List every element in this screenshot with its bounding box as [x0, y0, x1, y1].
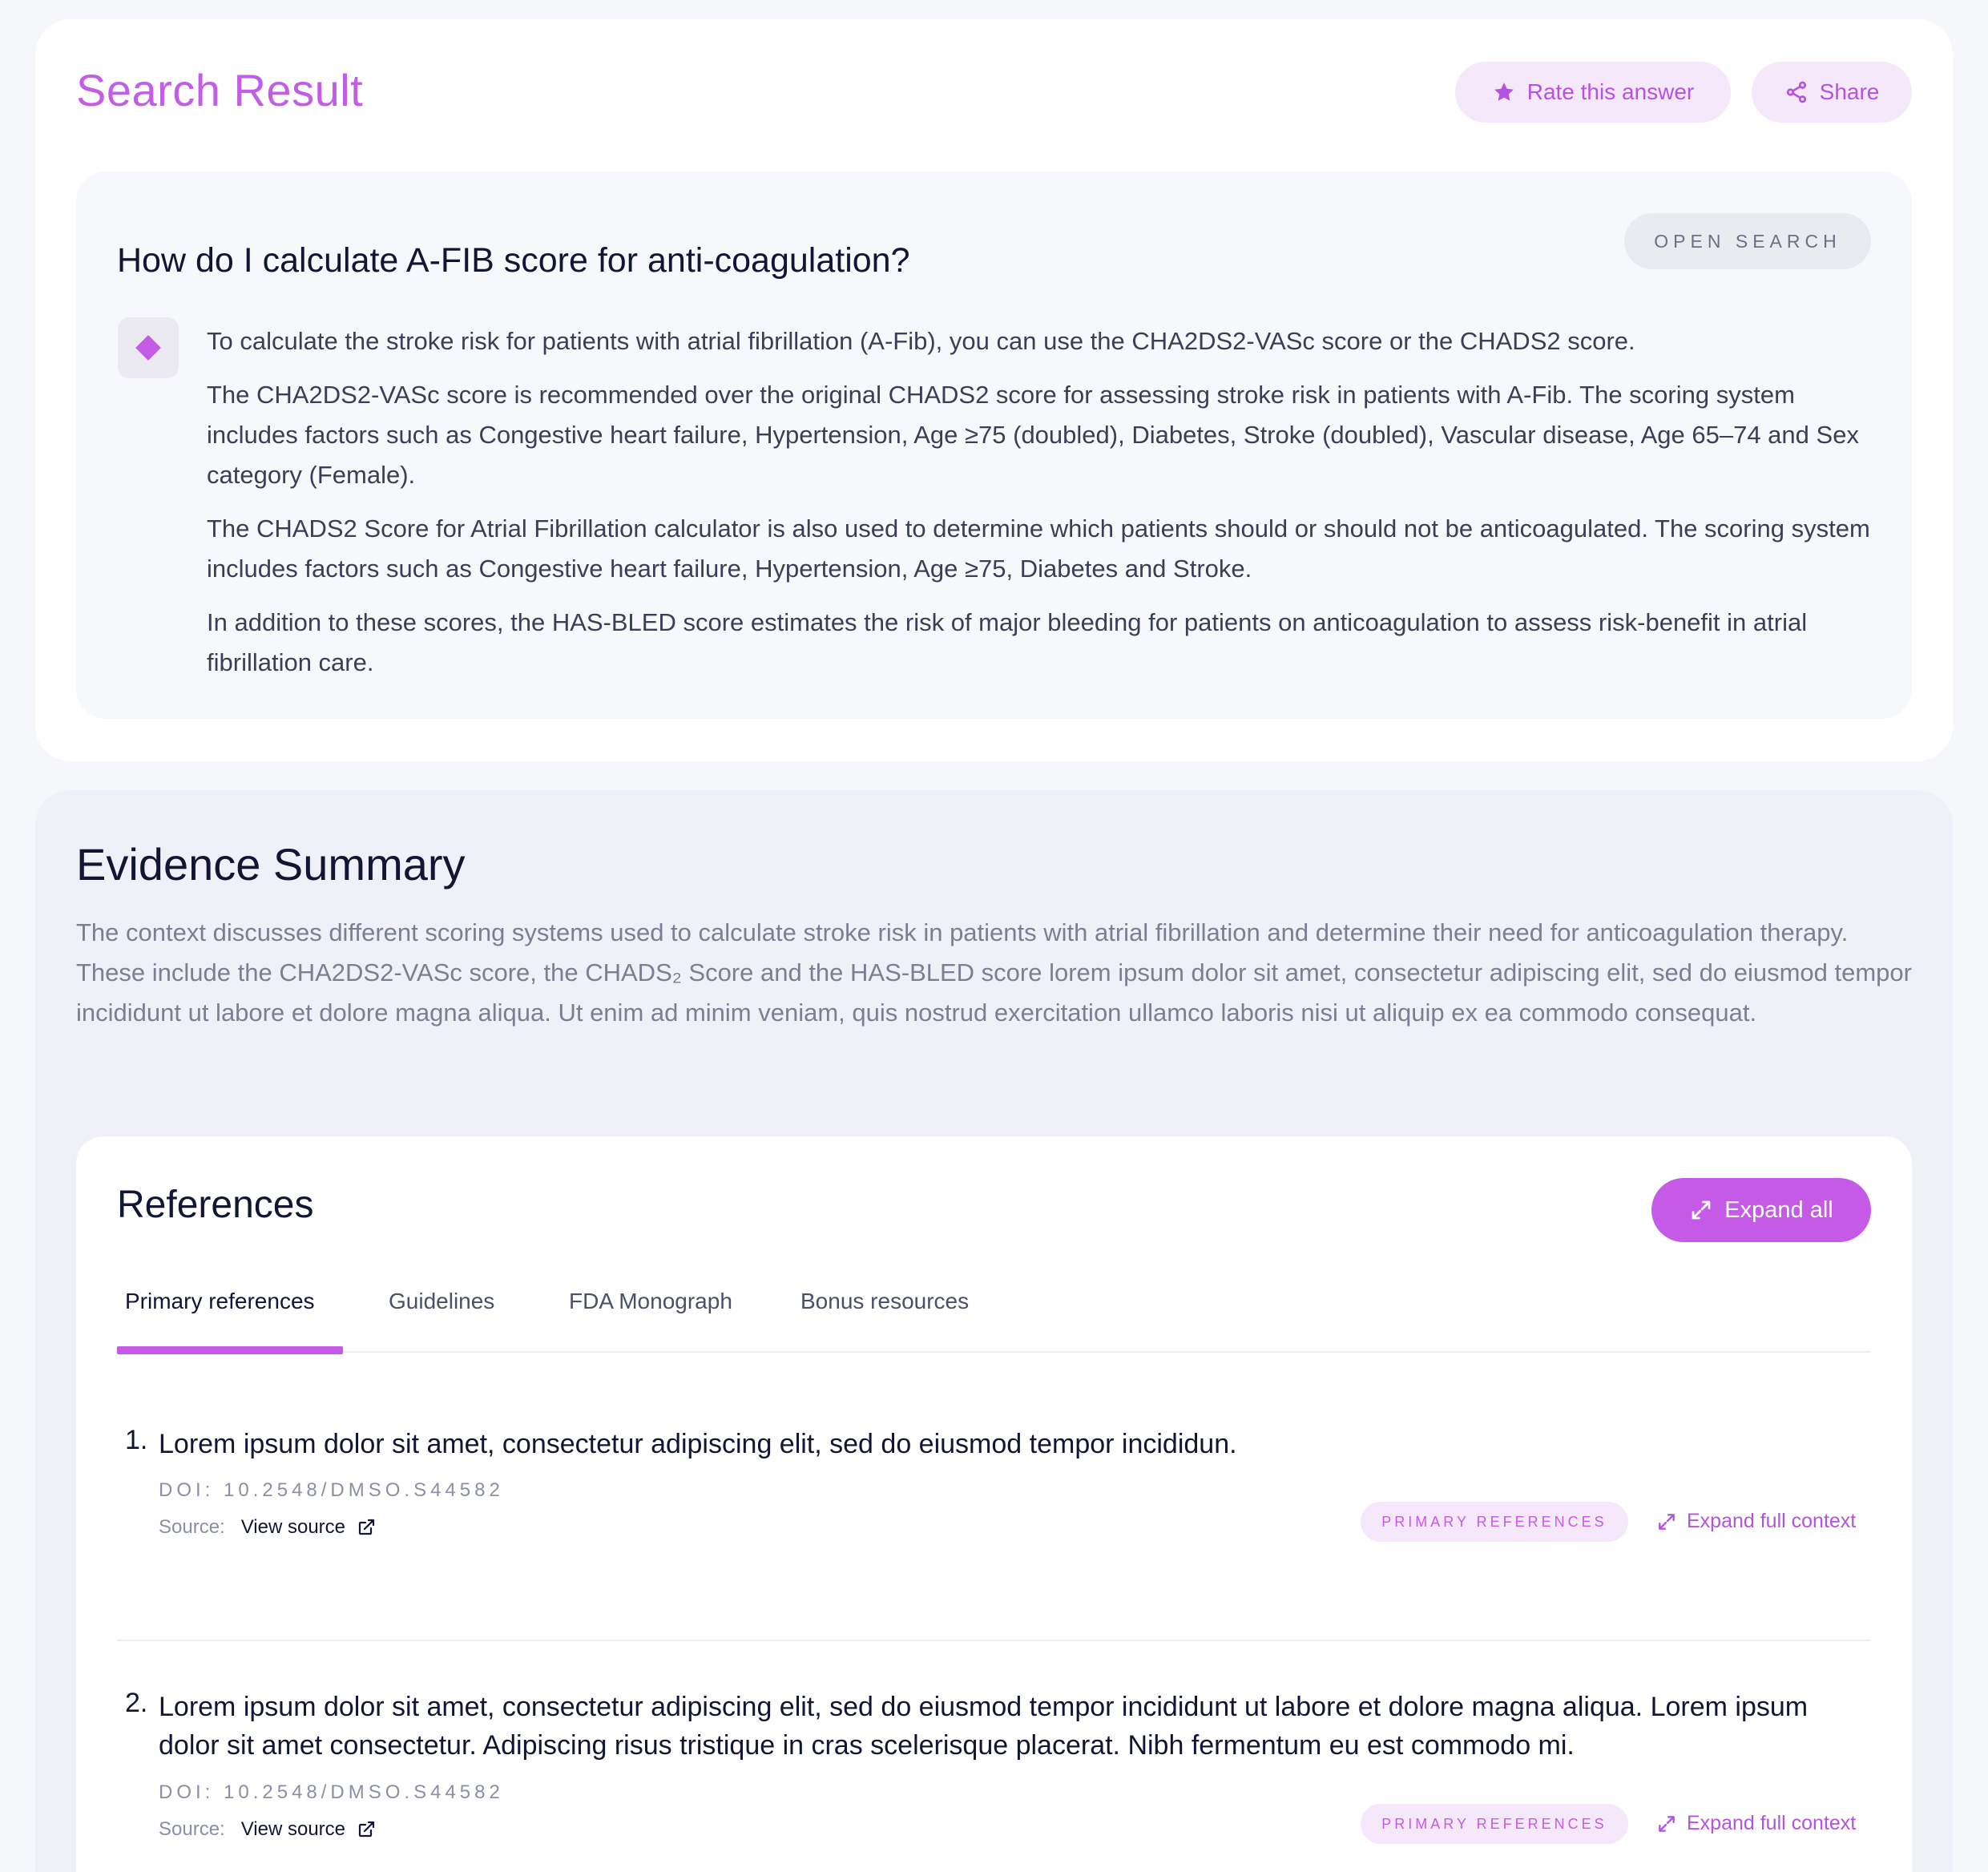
answer-paragraph: To calculate the stroke risk for patients with atrial fibrillation (A-Fib), you can use the CHA2DS2-VASc score or the CHADS2 score.	[207, 327, 1635, 355]
rate-answer-button[interactable]	[1455, 62, 1731, 123]
answer-paragraph: The CHA2DS2-VASc score is recommended over the original CHADS2 score for assessing stroke risk in patients with A-Fib. The scoring system includes factors such as Congestive heart failure, Hypertension, Age ≥75 (doubled), Diabetes, Stroke (doubled), Vascular disease, Age 65–74 and Sex category (Female).	[207, 381, 1859, 489]
expand-context-button[interactable]	[1656, 1510, 1856, 1533]
view-source-label: View source	[240, 1818, 346, 1840]
source-label: Source:	[159, 1818, 225, 1840]
reference-type-badge: PRIMARY REFERENCES	[1361, 1502, 1628, 1542]
references-tabs	[117, 1289, 1871, 1353]
reference-source	[159, 1516, 376, 1539]
reference-item	[117, 1688, 1871, 1872]
expand-context-label: Expand full context	[1687, 1510, 1857, 1532]
view-source-label: View source	[240, 1516, 346, 1538]
expand-all-label: Expand all	[1724, 1196, 1833, 1223]
reference-title[interactable]: Lorem ipsum dolor sit amet, consectetur adipiscing elit, sed do eiusmod tempor incididunt ut labore et dolore magna aliqua. Lorem ipsum dolor sit amet consectetur. Adipiscing risus tristique in cras scelerisque placerat. Nibh fermentum eu est commodo mi.	[159, 1692, 1809, 1761]
evidence-summary-card	[35, 790, 1953, 1872]
search-result-card	[35, 19, 1953, 761]
answer-text	[207, 321, 1873, 696]
reference-item	[117, 1425, 1871, 1641]
expand-all-button[interactable]	[1651, 1178, 1871, 1242]
answer-paragraph: In addition to these scores, the HAS-BLED score estimates the risk of major bleeding for patients on anticoagulation to assess risk-benefit in atrial fibrillation care.	[207, 608, 1808, 676]
answer-box	[76, 171, 1912, 719]
share-label: Share	[1819, 79, 1880, 104]
references-card	[76, 1136, 1912, 1872]
reference-number: 1.	[125, 1425, 148, 1455]
reference-source	[159, 1818, 376, 1841]
diamond-icon	[133, 333, 163, 363]
share-icon	[1784, 80, 1809, 104]
tab-primary-references[interactable]: Primary references	[125, 1289, 315, 1313]
reference-doi: DOI: 10.2548/DMSO.S44582	[159, 1479, 504, 1501]
tab-fda-monograph[interactable]: FDA Monograph	[569, 1289, 732, 1313]
expand-arrows-icon	[1656, 1511, 1677, 1532]
expand-context-label: Expand full context	[1687, 1812, 1857, 1834]
star-icon	[1492, 80, 1516, 104]
external-link-icon	[357, 1820, 376, 1839]
evidence-summary-title: Evidence Summary	[76, 839, 466, 890]
tab-bonus-resources[interactable]: Bonus resources	[800, 1289, 970, 1313]
answer-avatar	[118, 317, 179, 378]
evidence-summary-text: The context discusses different scoring systems used to calculate stroke risk in patients with atrial fibrillation and determine their need for anticoagulation therapy. These include the CHA2DS2-VASc score, the CHADS₂ Score and the HAS-BLED score lorem ipsum dolor sit amet, consectetur adipiscing elit, sed do eiusmod tempor incididunt ut labore et dolore magna aliqua. Ut enim ad minim veniam, quis nostrud exercitation ullamco laboris nisi ut aliquip ex ea commodo consequat.	[76, 918, 1912, 1027]
reference-doi: DOI: 10.2548/DMSO.S44582	[159, 1781, 504, 1803]
page-title: Search Result	[76, 65, 364, 115]
open-search-button[interactable]: OPEN SEARCH	[1624, 213, 1871, 269]
source-label: Source:	[159, 1516, 225, 1538]
references-title: References	[117, 1184, 314, 1226]
external-link-icon	[357, 1518, 376, 1537]
expand-context-button[interactable]	[1656, 1812, 1856, 1835]
reference-title[interactable]: Lorem ipsum dolor sit amet, consectetur adipiscing elit, sed do eiusmod tempor incididun.	[159, 1429, 1237, 1459]
reference-number: 2.	[125, 1688, 148, 1718]
reference-type-badge: PRIMARY REFERENCES	[1361, 1804, 1628, 1844]
active-tab-indicator	[117, 1346, 343, 1354]
view-source-link[interactable]	[241, 1516, 376, 1539]
question-text: How do I calculate A-FIB score for anti-coagulation?	[117, 241, 910, 280]
view-source-link[interactable]	[241, 1818, 376, 1841]
expand-arrows-icon	[1689, 1198, 1713, 1222]
expand-arrows-icon	[1656, 1814, 1677, 1834]
share-button[interactable]	[1752, 62, 1912, 123]
answer-paragraph: The CHADS2 Score for Atrial Fibrillation calculator is also used to determine which patients should or should not be anticoagulated. The scoring system includes factors such as Congestive heart failure, Hypertension, Age ≥75, Diabetes and Stroke.	[207, 514, 1870, 583]
rate-answer-label: Rate this answer	[1526, 79, 1695, 104]
tab-guidelines[interactable]: Guidelines	[389, 1289, 495, 1313]
